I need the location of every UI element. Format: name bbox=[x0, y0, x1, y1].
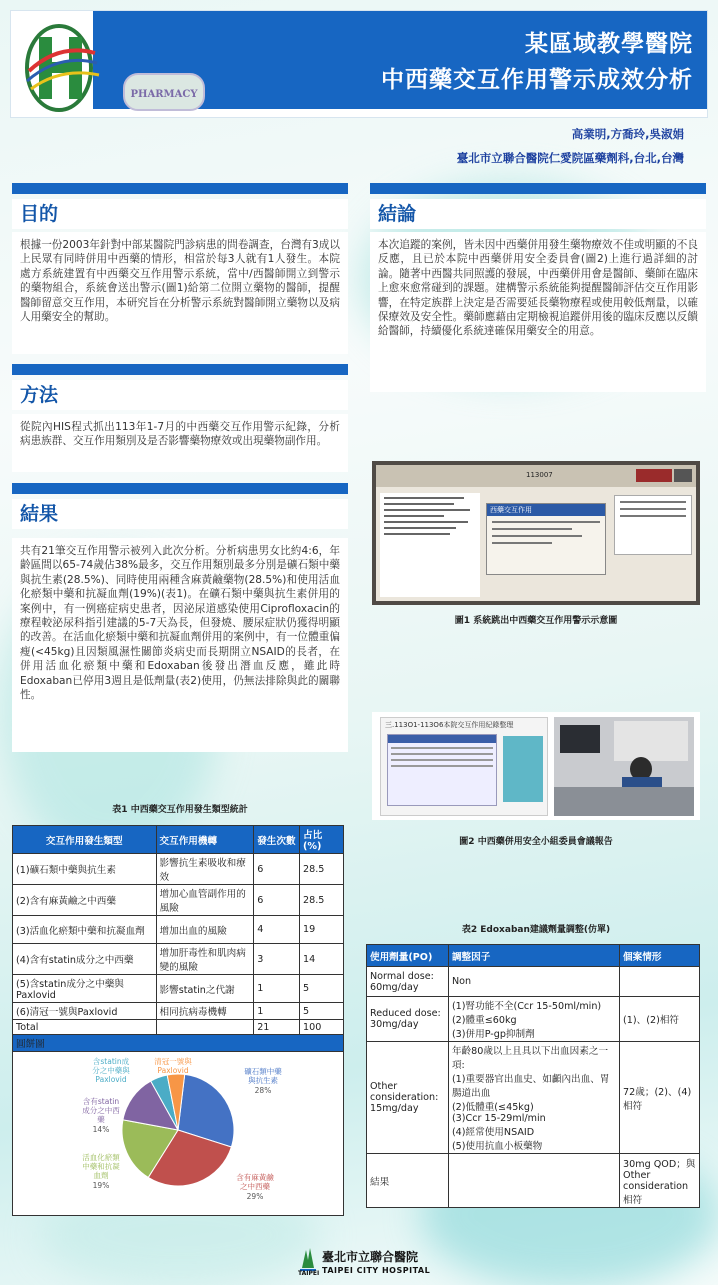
method-text: 從院內HIS程式抓出113年1-7月的中西藥交互作用警示紀錄，分析病患族群、交互作用類別及是否影響藥物療效或出現藥物副作用。 bbox=[12, 414, 348, 472]
table-row bbox=[367, 997, 700, 1042]
purpose-text: 根據一份2003年針對中部某醫院門診病患的問卷調查，台灣有3成以上民眾有同時併用中西藥的情形，相當於每3人就有1人發生。本院處方系統建置有中西藥交互作用警示系統，當中/西醫師開立到警示的藥物組合，系統會送出警示(圖1)給第二位開立藥物的醫師，提醒醫師留意交互作用，本研究旨在分析警示系統對醫師開立藥物以及病人用藥安全的幫助。 bbox=[12, 232, 348, 354]
table-cell: Total bbox=[13, 1020, 157, 1035]
taipei-city-hospital-logo bbox=[298, 1246, 318, 1272]
table-cell: 21 bbox=[254, 1020, 300, 1035]
table-cell: (1)腎功能不全(Ccr 15-50ml/min) (2)體重≤60kg (3)併用P-gp抑制劑 bbox=[448, 997, 619, 1042]
table-row bbox=[13, 885, 344, 916]
pie-data-label: 清冠一號與 Paxlovid bbox=[154, 1057, 192, 1075]
pharmacy-logo bbox=[123, 73, 205, 111]
toolbar-button bbox=[674, 469, 692, 482]
table-row bbox=[367, 1042, 700, 1154]
table-cell bbox=[620, 967, 700, 997]
meeting-slide bbox=[380, 717, 548, 816]
pharmacy-logo-text: PHARMACY bbox=[130, 89, 198, 100]
table-cell: 6 bbox=[254, 885, 300, 916]
poster-header bbox=[10, 10, 708, 118]
section-title-result: 結果 bbox=[12, 499, 348, 529]
table-cell: (3)活血化瘀類中藥和抗凝血劑 bbox=[13, 916, 157, 944]
figure2-photo bbox=[372, 712, 700, 820]
figure1-caption: 圖1 系統跳出中西藥交互作用警示示意圖 bbox=[454, 616, 618, 626]
table1 bbox=[12, 825, 344, 1216]
table-cell: (4)含有statin成分之中西藥 bbox=[13, 944, 157, 975]
pie-header-row bbox=[13, 1035, 344, 1052]
table-row bbox=[367, 1154, 700, 1208]
dialog-title: 西藥交互作用 bbox=[487, 504, 605, 516]
table-cell: Reduced dose: 30mg/day bbox=[367, 997, 449, 1042]
figure1-screenshot bbox=[372, 461, 700, 605]
table2-header: 個案情形 bbox=[620, 945, 700, 967]
table2-header-row bbox=[367, 945, 700, 967]
table-cell: (2)含有麻黃鹼之中西藥 bbox=[13, 885, 157, 916]
table bbox=[554, 787, 694, 816]
slide-title: 三.113O1-113O6本院交互作用紀錄整理 bbox=[385, 721, 514, 729]
table-cell: 14 bbox=[300, 944, 344, 975]
table-cell: 4 bbox=[254, 916, 300, 944]
table2-caption: 表2 Edoxaban建議劑量調整(仿單) bbox=[461, 925, 611, 935]
table-row bbox=[13, 1020, 344, 1035]
table-cell: (1)礦石類中藥與抗生素 bbox=[13, 854, 157, 885]
pie-data-label: 含有麻黃鹼之中西藥 29% bbox=[236, 1173, 274, 1201]
pie-data-label: 礦石類中藥與抗生素 28% bbox=[244, 1067, 282, 1095]
section-bar bbox=[12, 183, 348, 194]
pie-data-label: 活血化瘀類中藥和抗凝血劑 19% bbox=[82, 1153, 120, 1190]
table1-header: 交互作用機轉 bbox=[156, 826, 254, 854]
footer-hospital-name-en: TAIPEI CITY HOSPITAL bbox=[322, 1266, 431, 1275]
table-cell: 1 bbox=[254, 975, 300, 1003]
wall bbox=[614, 721, 688, 761]
pie-chart bbox=[13, 1052, 343, 1212]
figure2-caption: 圖2 中西藥併用安全小組委員會議報告 bbox=[459, 837, 613, 847]
table-cell: 影響抗生素吸收和療效 bbox=[156, 854, 254, 885]
table-cell: 5 bbox=[300, 975, 344, 1003]
table-cell: Normal dose: 60mg/day bbox=[367, 967, 449, 997]
pie-chart-title: 圓餅圖 bbox=[13, 1035, 344, 1052]
table-cell: 28.5 bbox=[300, 854, 344, 885]
section-bar bbox=[12, 364, 348, 375]
hospital-name: 某區域教學醫院 bbox=[525, 31, 693, 57]
table2-header: 使用劑量(PO) bbox=[367, 945, 449, 967]
dialog-code: 113007 bbox=[526, 471, 553, 479]
his-order-list bbox=[380, 493, 480, 597]
affiliation: 臺北市立聯合醫院仁愛院區藥劑科,台北,台灣 bbox=[456, 151, 684, 165]
table-cell: 增加心血管副作用的風險 bbox=[156, 885, 254, 916]
toolbar-button bbox=[636, 469, 672, 482]
table1-caption: 表1 中西藥交互作用發生類型統計 bbox=[112, 805, 248, 815]
authors: 高業明,方喬玲,吳淑娟 bbox=[571, 127, 684, 141]
monitor bbox=[560, 725, 600, 753]
table-cell: 年齡80歲以上且具以下出血因素之一項: (1)重要器官出血史、如顱內出血、胃腸道出血 (2)低體重(≤45kg) (3)Ccr 15-29ml/min (4)經常使用NSAID (5)使用抗血小板藥物 bbox=[448, 1042, 619, 1154]
pie-data-label: 含statin成分之中藥與 Paxlovid bbox=[92, 1057, 130, 1084]
slide-table bbox=[387, 734, 497, 806]
table-row bbox=[367, 967, 700, 997]
table1-header-row bbox=[13, 826, 344, 854]
table-cell: 影響statin之代謝 bbox=[156, 975, 254, 1003]
pie-data-label: 含有statin 成分之中西藥 14% bbox=[82, 1097, 120, 1134]
conclusion-text: 本次追蹤的案例，皆未因中西藥併用發生藥物療效不佳或明顯的不良反應，且已於本院中西藥併用安全委員會(圖2)上進行過詳細的討論。隨著中西醫共同照護的發展，中西藥併用會是醫師、藥師在臨床上愈來愈常碰到的課題。建構警示系統能夠提醒醫師評估交互作用影響，在特定族群上決定是否需要延長藥物療程或使用較低劑量，以確保療效及安全性。藥師應藉由定期檢視追蹤併用後的臨床反應以反饋給醫師，持續優化系統達確保用藥安全的用意。 bbox=[370, 232, 706, 392]
section-bar bbox=[12, 483, 348, 494]
footer-hospital-name: 臺北市立聯合醫院 bbox=[322, 1250, 419, 1264]
table-cell: 結果 bbox=[367, 1154, 449, 1208]
section-title-method: 方法 bbox=[12, 380, 348, 410]
table-cell: 1 bbox=[254, 1003, 300, 1020]
result-text: 共有21筆交互作用警示被列入此次分析。分析病患男女比約4:6，年齡區間以65-74歲佔38%最多，交互作用類別最多分別是礦石類中藥與抗生素(28.5%)、同時使用兩種含麻黃鹼藥物(28.5%)和使用活血化瘀類中藥和抗凝血劑(19%)(表1)。在礦石類中藥與抗生素併用的案例中，有一例癌症病史患者，因泌尿道感染使用Ciprofloxacin的療程較泌尿科指引建議的5-7天為長，但發燒、腰尿症狀仍獲得明顯的改善。在活血化瘀類中藥和抗凝血劑併用的案例中，有一位體重偏瘦(<45kg)且因類風濕性關節炎病史而長期開立NSAID的長者，在併用活血化瘀類中藥和Edoxaban後發出潛血反應，雖此時Edoxaban已停用3週且是低劑量(表2)使用，仍無法排除與此的關聯性。 bbox=[12, 538, 348, 752]
meeting-room-photo bbox=[554, 717, 694, 816]
table-row bbox=[13, 854, 344, 885]
table-cell: 增加出血的風險 bbox=[156, 916, 254, 944]
footer-tag: TAIPEI bbox=[298, 1270, 320, 1277]
table1-header: 發生次數 bbox=[254, 826, 300, 854]
table-row bbox=[13, 944, 344, 975]
pie-cell bbox=[13, 1052, 344, 1216]
interaction-warning-dialog bbox=[486, 503, 606, 575]
table-cell: 5 bbox=[300, 1003, 344, 1020]
table-cell: 相同抗病毒機轉 bbox=[156, 1003, 254, 1020]
hospital-h-logo bbox=[25, 23, 103, 113]
table2 bbox=[366, 944, 700, 1208]
table-cell: 30mg QOD；與Other consideration相符 bbox=[620, 1154, 700, 1208]
section-bar bbox=[370, 183, 706, 194]
section-title-purpose: 目的 bbox=[12, 199, 348, 229]
section-title-conclusion: 結論 bbox=[370, 199, 706, 229]
table-cell: 6 bbox=[254, 854, 300, 885]
his-window bbox=[376, 465, 696, 601]
table1-header: 交互作用發生類型 bbox=[13, 826, 157, 854]
table-cell: (5)含statin成分之中藥與Paxlovid bbox=[13, 975, 157, 1003]
table-cell bbox=[156, 1020, 254, 1035]
his-side-panel bbox=[614, 495, 692, 555]
table-cell: 增加肝毒性和肌肉病變的風險 bbox=[156, 944, 254, 975]
table-cell: 28.5 bbox=[300, 885, 344, 916]
poster-title: 中西藥交互作用警示成效分析 bbox=[381, 67, 693, 93]
table-cell: 100 bbox=[300, 1020, 344, 1035]
pie-row bbox=[13, 1052, 344, 1216]
table-cell: Non bbox=[448, 967, 619, 997]
table-cell: 19 bbox=[300, 916, 344, 944]
table-cell: 72歲；(2)、(4)相符 bbox=[620, 1042, 700, 1154]
slide-photo bbox=[503, 736, 543, 802]
table-cell: (6)清冠一號與Paxlovid bbox=[13, 1003, 157, 1020]
table-row bbox=[13, 975, 344, 1003]
table1-header: 占比(%) bbox=[300, 826, 344, 854]
table-cell: (1)、(2)相符 bbox=[620, 997, 700, 1042]
table-cell: 3 bbox=[254, 944, 300, 975]
table-row bbox=[13, 1003, 344, 1020]
table-cell bbox=[448, 1154, 619, 1208]
table2-header: 調整因子 bbox=[448, 945, 619, 967]
table-cell: Other consideration: 15mg/day bbox=[367, 1042, 449, 1154]
table-row bbox=[13, 916, 344, 944]
